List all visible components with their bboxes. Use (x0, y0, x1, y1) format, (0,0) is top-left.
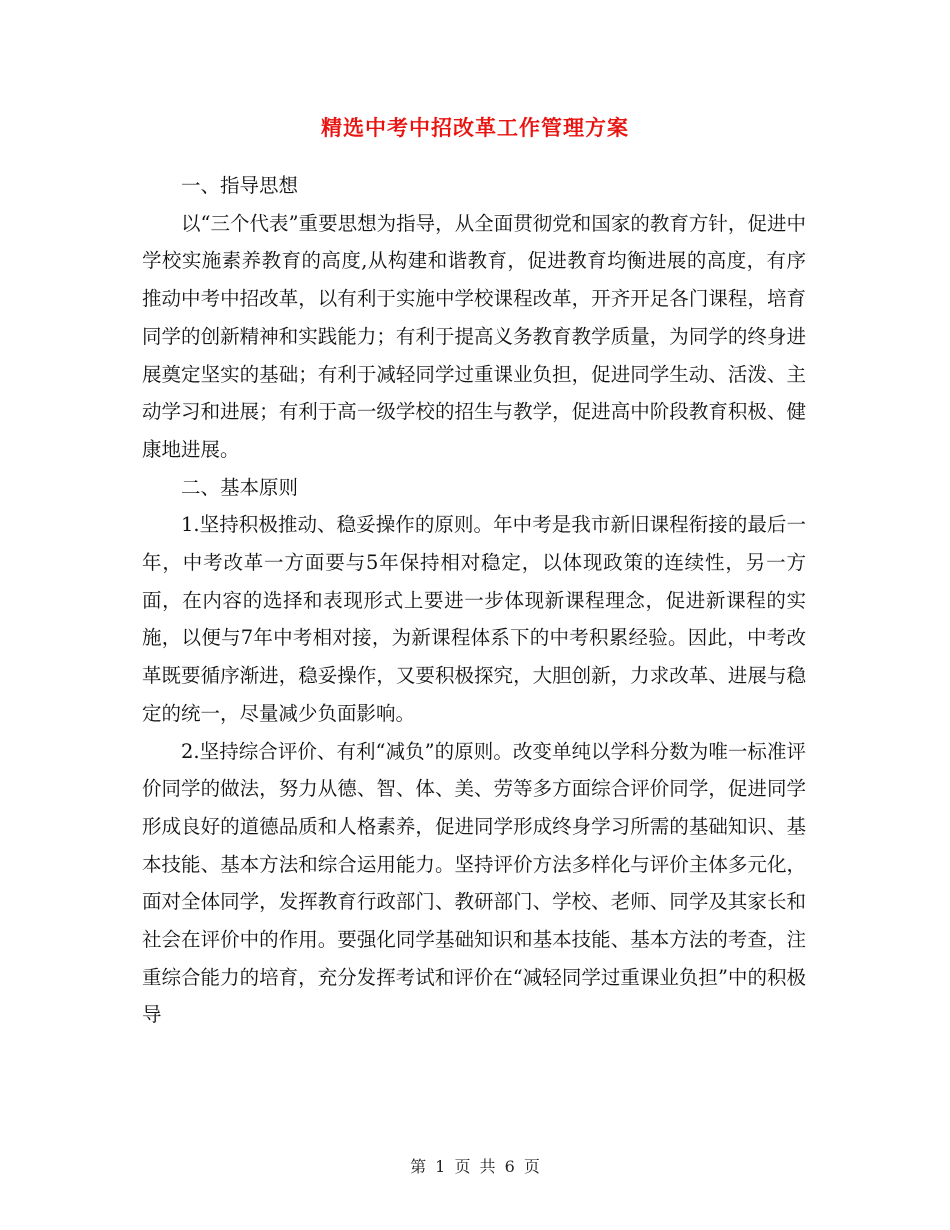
paragraph-guiding-ideology: 以“三个代表”重要思想为指导，从全面贯彻党和国家的教育方针，促进中学校实施素养教育的高度,从构建和谐教育，促进教育均衡进展的高度，有序推动中考中招改革，以有利于实施中学校课程改革，开齐开足各门课程，培育同学的创新精神和实践能力；有利于提高义务教育教学质量，为同学的终身进展奠定坚实的基础；有利于减轻同学过重课业负担，促进同学生动、活泼、主动学习和进展；有利于高一级学校的招生与教学，促进高中阶段教育积极、健康地进展。 (142, 211, 806, 461)
section-heading-basic-principles: 二、基本原则 (181, 475, 299, 499)
page-footer: 第 1 页 共 6 页 (410, 1157, 540, 1176)
paragraph-principle-1: 1.坚持积极推动、稳妥操作的原则。年中考是我市新旧课程衔接的最后一年，中考改革一方面要与5年保持相对稳定，以体现政策的连续性，另一方面，在内容的选择和表现形式上要进一步体现新课程理念，促进新课程的实施，以便与7年中考相对接，为新课程体系下的中考积累经验。因此，中考改革既要循序渐进，稳妥操作，又要积极探究，大胆创新，力求改革、进展与稳定的统一，尽量减少负面影响。 (142, 513, 806, 725)
paragraph-principle-2: 2.坚持综合评价、有利“减负”的原则。改变单纯以学科分数为唯一标准评价同学的做法，努力从德、智、体、美、劳等多方面综合评价同学，促进同学形成良好的道德品质和人格素养，促进同学形成终身学习所需的基础知识、基本技能、基本方法和综合运用能力。坚持评价方法多样化与评价主体多元化，面对全体同学，发挥教育行政部门、教研部门、学校、老师、同学及其家长和社会在评价中的作用。要强化同学基础知识和基本技能、基本方法的考查，注重综合能力的培育，充分发挥考试和评价在“减轻同学过重课业负担”中的积极导 (142, 739, 806, 1027)
document-title: 精选中考中招改革工作管理方案 (321, 115, 629, 140)
section-heading-guiding-ideology: 一、指导思想 (181, 174, 299, 197)
document-body (142, 167, 806, 1034)
